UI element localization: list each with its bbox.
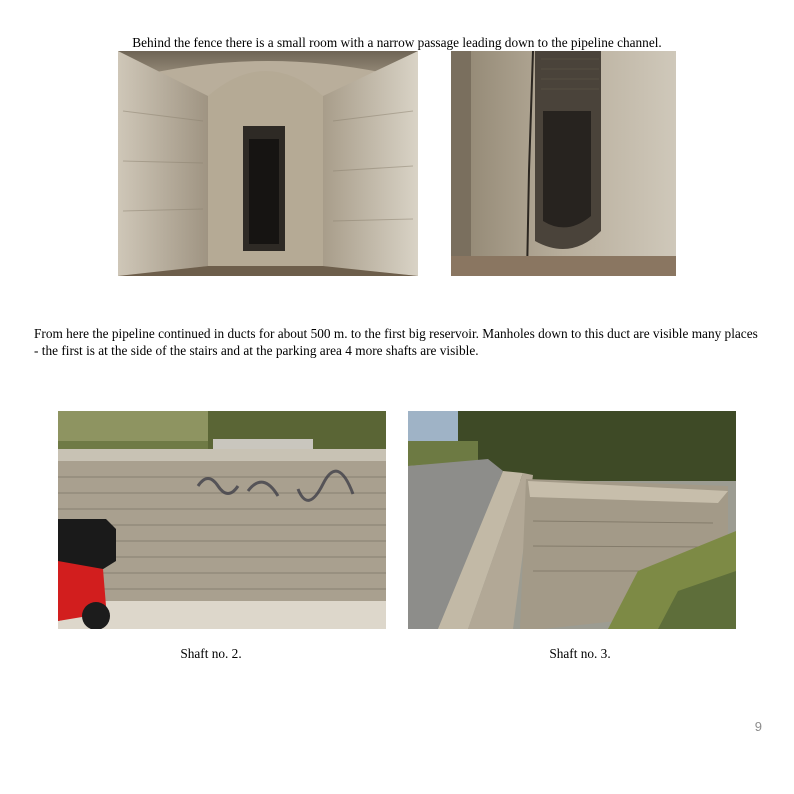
photo-shaft-2 <box>58 411 386 629</box>
caption-shaft-2: Shaft no. 2. <box>180 646 242 661</box>
intro-text: Behind the fence there is a small room with a narrow passage leading down to the pipeline channel. <box>132 35 662 50</box>
caption-shaft-3: Shaft no. 3. <box>549 646 611 661</box>
photo-shaft-3 <box>408 411 736 629</box>
page-number: 9 <box>754 719 762 734</box>
photo-stone-corridor <box>118 51 418 276</box>
body-paragraph: From here the pipeline continued in ducts for about 500 m. to the first big reservoir. Manholes down to this duct are visible many places - the first is at the side of the stairs and at the parking area 4 more shafts are visible. <box>34 326 758 358</box>
photo-shaft-opening <box>451 51 676 276</box>
